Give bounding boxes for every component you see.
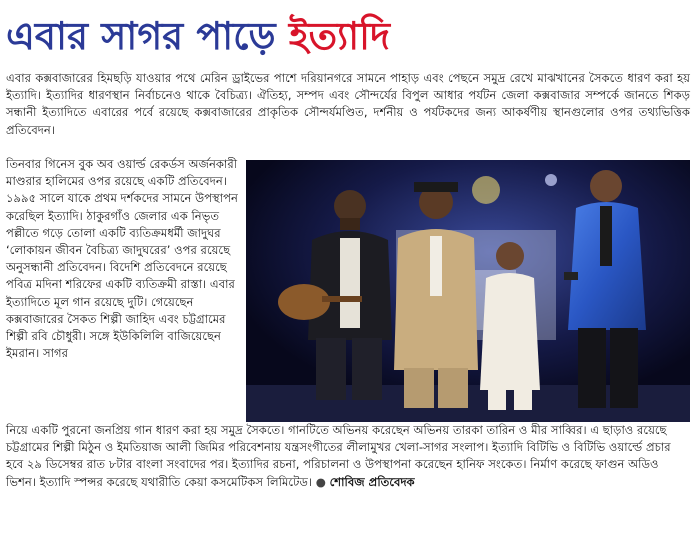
- left-column: [6, 156, 240, 362]
- tail-paragraph: [6, 422, 690, 491]
- column-text: তিনবার গিনেস বুক অব ওয়ার্ল্ড রেকর্ডস অর্জনকারী মাণ্ডরার হালিমের ওপর রয়েছে একটি প্রতিবেদন। ১৯৯৫ সালে যাকে প্রথম দর্শকদের সামনে উপস্থাপন করেছিল ইত্যাদি। ঠাকুরগাঁও জেলার এক নিভৃত পল্লীতে গড়ে তোলা একটি ব্যতিক্রমধর্মী জাদুঘর ‘লোকায়ন জীবন বৈচিত্র্য জাদুঘরের’ ওপর রয়েছে অনুসন্ধানী প্রতিবেদন। বিদেশি প্রতিবেদনে রয়েছে পবিত্র মদিনা শরিফের একটি ব্যতিক্রমী রাস্তা। এবার ইত্যাদিতে মূল গান রয়েছে দুটি। গেয়েছেন কক্সবাজারের সৈকত শিল্পী জাহিদ এবং চট্টগ্রামের শিল্পী রবি চৌধুরী। সঙ্গে ইউকিলিলি বাজিয়েছেন ইমরান। সাগর: [6, 157, 238, 361]
- headline-part-blue: এবার সাগর পাড়ে: [6, 14, 276, 58]
- byline: শোবিজ প্রতিবেদক: [329, 474, 415, 489]
- headline: [6, 6, 390, 66]
- byline-bullet-icon: ●: [315, 474, 326, 489]
- intro-text: এবার কক্সবাজারের হিমছড়ি যাওয়ার পথে মেরিন ড্রাইভের পাশে দরিয়ানগরে সামনে পাহাড় এবং পেছনে সমুদ্র রেখে মাঝখানের সৈকতে ধারণ করা হয় ইত্যাদি। ইত্যাদির ধারণস্থান নির্বাচনেও থাকে বৈচিত্র্য। ঐতিহ্য, সম্পদ এবং সৌন্দর্যের বিপুল আধার পর্যটন জেলা কক্সবাজার সম্পর্কে জানতে শিকড় সন্ধানী ইত্যাদিতে এবারের পর্বে রয়েছে কক্সবাজারের প্রাকৃতিক সৌন্দর্যমণ্ডিত, দর্শনীয় ও পর্যটকদের জন্য আকর্ষণীয় স্থানগুলোর ওপর তথ্যভিত্তিক প্রতিবেদন।: [6, 71, 690, 137]
- tail-text: নিয়ে একটি পুরনো জনপ্রিয় গান ধারণ করা হয় সমুদ্র সৈকতে। গানটিতে অভিনয় করেছেন অভিনয় তারকা তারিন ও মীর সাব্বির। এ ছাড়াও রয়েছে চট্টগ্রামের শিল্পী মিঠুন ও ইমতিয়াজ আলী জিমির পরিবেশনায় যন্ত্রসংগীতের লীলামুখর খেলা-সাগর সংলাপ। ইত্যাদি বিটিভি ও বিটিভি ওয়ার্ল্ডে প্রচার হবে ২৯ ডিসেম্বর রাত ৮টার বাংলা সংবাদের পর। ইত্যাদির রচনা, পরিচালনা ও উপস্থাপনা করেছেন হানিফ সংকেত। নির্মাণ করেছে ফাগুন অডিও ভিশন। ইত্যাদি স্পন্সর করেছে যথারীতি কেয়া কসমেটিকস লিমিটেড।: [6, 423, 671, 489]
- stage-photo-illustration: [246, 160, 690, 422]
- stage-photo: [246, 160, 690, 422]
- headline-part-red: ইত্যাদি: [288, 14, 390, 58]
- intro-paragraph: [6, 70, 690, 139]
